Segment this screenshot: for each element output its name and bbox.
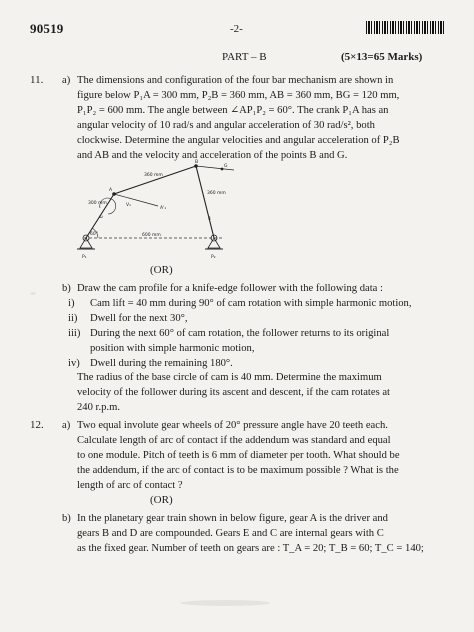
q12-a-line: Two equal involute gear wheels of 20° pressure angle have 20 teeth each. <box>77 420 388 431</box>
scan-speckle <box>30 292 36 295</box>
q11-b-tail-line: velocity of the follower during its ascent and descent, if the cam rotates at <box>77 387 390 398</box>
label-a: A <box>109 188 113 193</box>
question-number-12: 12. <box>30 419 44 431</box>
q12-b-line: as the fixed gear. Number of teeth on gears are : T_A = 20; T_B = 60; T_C = 140; <box>77 543 424 554</box>
q11-b-tail <box>77 370 390 415</box>
q11-or: (OR) <box>150 264 173 276</box>
four-bar-mechanism-figure <box>74 158 244 266</box>
q12-b-line: In the planetary gear train shown in below figure, gear A is the driver and <box>77 513 388 524</box>
support-p2 <box>208 238 220 248</box>
label-link-4: 4 <box>208 217 211 222</box>
q11-a-line: The dimensions and configuration of the four bar mechanism are shown in <box>77 75 394 86</box>
label-omega: ω <box>99 215 103 220</box>
label-p1: P₁ <box>82 255 87 260</box>
q12-a-line: length of arc of contact ? <box>77 480 183 491</box>
q11-b-item: ii) Dwell for the next 30°, <box>68 313 188 324</box>
point-g <box>221 168 224 171</box>
q11-b-intro: Draw the cam profile for a knife-edge follower with the following data : <box>77 283 383 294</box>
q12-a-text <box>77 418 400 493</box>
page-number: -2- <box>230 23 243 35</box>
section-marks: (5×13=65 Marks) <box>341 51 423 63</box>
q12-a-line: to one module. Pitch of teeth is 6 mm of diameter per tooth. What should be <box>77 450 400 461</box>
q11-b-item: position with simple harmonic motion, <box>90 343 255 354</box>
q11-a-line: P₁P₂ = 600 mm. The angle between ∠AP₁P₂ = 60°. The crank P₁A has an <box>77 105 389 116</box>
velocity-vector <box>114 194 158 206</box>
rocker-link <box>196 166 214 238</box>
label-ab-length: 360 mm <box>144 173 163 178</box>
label-p1a-length: 300 mm <box>88 201 107 206</box>
q12-b-line: gears B and D are compounded. Gears E and C are internal gears with C <box>77 528 384 539</box>
q12-or: (OR) <box>150 494 173 506</box>
q11-a-line: figure below P₁A = 300 mm, P₂B = 360 mm, AB = 360 mm, BG = 120 mm, <box>77 90 400 101</box>
support-p1 <box>80 238 92 248</box>
point-g-line <box>196 166 234 170</box>
barcode-icon <box>366 21 446 34</box>
label-angle: 60° <box>90 232 98 237</box>
q11-a-line: angular velocity of 10 rad/s and angular acceleration of 30 rad/s², both <box>77 120 375 131</box>
q11-b-item: iii) During the next 60° of cam rotation, the follower returns to its original <box>68 328 390 339</box>
section-title: PART – B <box>222 51 267 63</box>
q11-b-tail-line: The radius of the base circle of cam is 40 mm. Determine the maximum <box>77 372 382 383</box>
label-p2: P₂ <box>211 255 216 260</box>
q11-b-list <box>68 296 412 371</box>
coupler-link <box>114 166 196 194</box>
q12-b-label: b) <box>62 513 71 524</box>
q11-b-item: i) Cam lift = 40 mm during 90° of cam rotation with simple harmonic motion, <box>68 298 412 309</box>
q11-b-label: b) <box>62 283 71 294</box>
q11-a-label: a) <box>62 75 71 86</box>
q11-b-tail-line: 240 r.p.m. <box>77 402 120 413</box>
paper-code: 90519 <box>30 21 64 36</box>
question-number-11: 11. <box>30 74 44 86</box>
q12-a-line: Calculate length of arc of contact if the addendum was standard and equal <box>77 435 391 446</box>
label-ground-length: 600 mm <box>142 233 161 238</box>
label-v1: V₁ <box>126 203 131 208</box>
q11-b-item: iv) Dwell during the remaining 180°. <box>68 358 233 369</box>
joint-a <box>112 192 116 196</box>
label-p2b-length: 360 mm <box>207 191 226 196</box>
q11-a-text <box>77 73 400 163</box>
q11-a-line: and AB and the velocity and acceleration of the points B and G. <box>77 150 348 161</box>
q12-a-label: a) <box>62 420 71 431</box>
q12-a-line: the addendum, if the arc of contact is to be maximum possible ? What is the <box>77 465 399 476</box>
label-a1: A'₁ <box>160 206 167 211</box>
label-b: B <box>195 160 199 165</box>
q12-b-text <box>77 511 424 556</box>
scan-speckle <box>180 600 270 606</box>
label-g: G <box>224 164 228 169</box>
q11-a-line: clockwise. Determine the angular velocities and angular acceleration of P₂B <box>77 135 400 146</box>
